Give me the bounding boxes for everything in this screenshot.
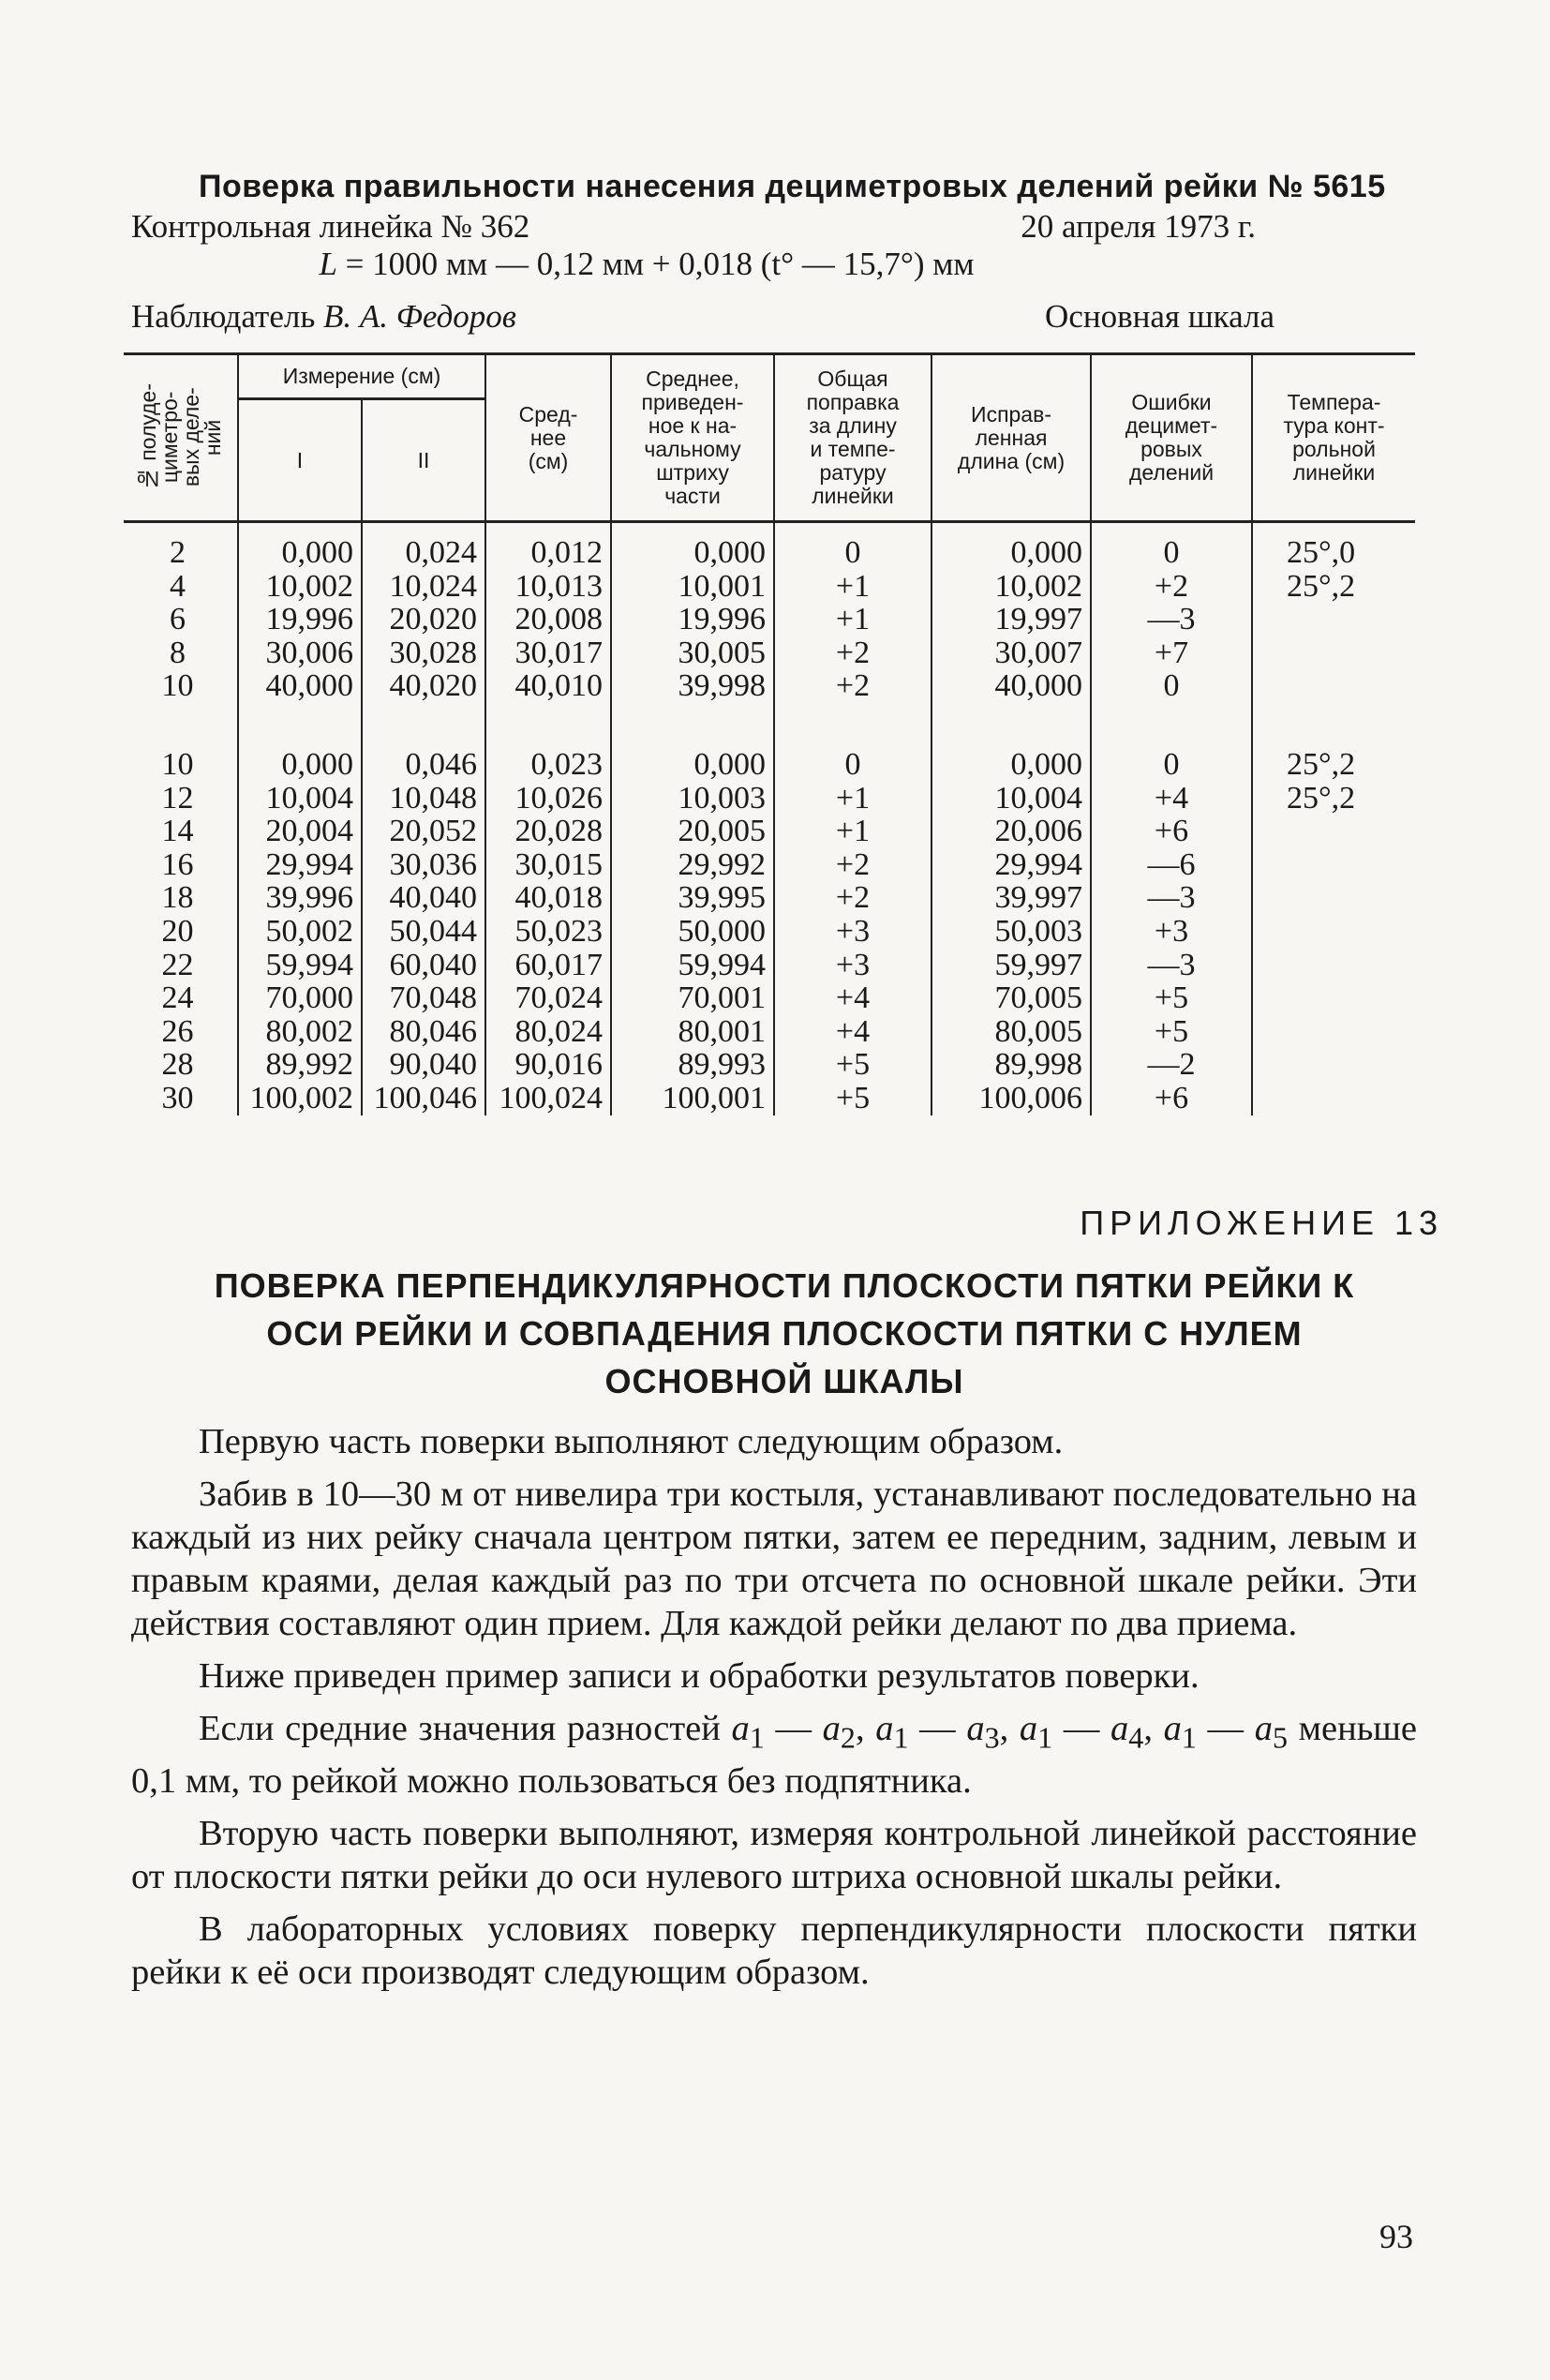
paragraph-5: Вторую часть поверки выполняют, измеряя контрольной линейкой расстояние от плоскости пятки рейки до оси нулевого штриха основной шкалы рейки. bbox=[131, 1813, 1417, 1896]
table-cell: 30,006 bbox=[238, 636, 362, 670]
paragraph-1: Первую часть поверки выполняют следующим образом. bbox=[199, 1422, 1064, 1461]
table-cell: 20,008 bbox=[485, 603, 611, 636]
table-cell: 89,992 bbox=[238, 1048, 362, 1082]
paragraph-4: Если средние значения разностей $a_1$ — $a_2$, $a_1$ — $a_3$, $a_1$ — $a_4$, $a_1$ — $a_5$ меньше 0,1 мм, то рейкой можно пользоваться без подпятника. bbox=[131, 1709, 1418, 1801]
table-cell: 0,000 bbox=[238, 735, 362, 782]
table-row bbox=[124, 735, 1415, 782]
appendix-label: ПРИЛОЖЕНИЕ 13 bbox=[1080, 1204, 1443, 1242]
table-cell: 30,017 bbox=[485, 636, 611, 670]
table-cell: 16 bbox=[124, 848, 238, 882]
table-cell: 2 bbox=[124, 522, 238, 570]
table-cell bbox=[1091, 703, 1252, 735]
table-cell bbox=[362, 703, 485, 735]
table-cell: +2 bbox=[774, 669, 931, 703]
table-cell: 20,052 bbox=[362, 815, 485, 848]
table-cell: 10,002 bbox=[931, 570, 1091, 604]
table-cell: 70,000 bbox=[238, 981, 362, 1015]
table-cell: +2 bbox=[774, 881, 931, 915]
table-cell bbox=[774, 703, 931, 735]
table-cell: 30,007 bbox=[931, 636, 1091, 670]
observer-label: Наблюдатель bbox=[131, 298, 324, 335]
table-cell: +1 bbox=[774, 570, 931, 604]
table-cell: 10,003 bbox=[611, 782, 774, 816]
group-separator bbox=[124, 703, 1415, 735]
table-cell: 10,002 bbox=[238, 570, 362, 604]
table-cell: 10,001 bbox=[611, 570, 774, 604]
table-cell: 19,996 bbox=[611, 603, 774, 636]
table-row bbox=[124, 881, 1415, 915]
table-cell: 40,018 bbox=[485, 881, 611, 915]
table-row bbox=[124, 522, 1415, 570]
table-row bbox=[124, 1082, 1415, 1115]
table-cell: —3 bbox=[1091, 881, 1252, 915]
observer bbox=[131, 298, 516, 336]
table-cell: +5 bbox=[1091, 1015, 1252, 1049]
table-row bbox=[124, 848, 1415, 882]
table-cell: 10,026 bbox=[485, 782, 611, 816]
table-cell bbox=[1252, 981, 1415, 1015]
table-cell: 12 bbox=[124, 782, 238, 816]
table-cell: +1 bbox=[774, 815, 931, 848]
table-cell: 0,023 bbox=[485, 735, 611, 782]
table-cell: —3 bbox=[1091, 949, 1252, 982]
table-row bbox=[124, 915, 1415, 949]
table-cell: 100,006 bbox=[931, 1082, 1091, 1115]
table-cell: 19,997 bbox=[931, 603, 1091, 636]
table-cell: 40,040 bbox=[362, 881, 485, 915]
table-cell: 39,996 bbox=[238, 881, 362, 915]
table-cell: 80,001 bbox=[611, 1015, 774, 1049]
table-cell: +4 bbox=[774, 981, 931, 1015]
verification-title: Поверка правильности нанесения дециметровых делений рейки № 5615 bbox=[199, 169, 1386, 204]
table-cell: +2 bbox=[774, 636, 931, 670]
table-cell: +3 bbox=[774, 915, 931, 949]
table-row bbox=[124, 636, 1415, 670]
table-cell: 10,004 bbox=[931, 782, 1091, 816]
table-cell: 28 bbox=[124, 1048, 238, 1082]
table-cell: 4 bbox=[124, 570, 238, 604]
table-cell: 18 bbox=[124, 881, 238, 915]
table-cell bbox=[1252, 703, 1415, 735]
formula-expression: = 1000 мм — 0,12 мм + 0,018 (t° — 15,7°) мм bbox=[336, 246, 975, 282]
col-header-corrected-length: Исправ- ленная длина (см) bbox=[931, 354, 1091, 522]
col-header-division-number: № полуде- циметро- вых деле- ний bbox=[124, 354, 238, 522]
table-cell: 29,994 bbox=[931, 848, 1091, 882]
table-cell: 0 bbox=[1091, 522, 1252, 570]
table-cell: 0,024 bbox=[362, 522, 485, 570]
table-cell: 39,998 bbox=[611, 669, 774, 703]
col-header-reduced-mean: Среднее, приведен- ное к на- чальному штриху части bbox=[611, 354, 774, 522]
table-cell: +5 bbox=[1091, 981, 1252, 1015]
col-header-measurement-2: II bbox=[362, 399, 485, 522]
table-cell: +3 bbox=[1091, 915, 1252, 949]
table-cell: 0,000 bbox=[238, 522, 362, 570]
table-cell bbox=[485, 703, 611, 735]
table-cell bbox=[1252, 848, 1415, 882]
table-cell: 0,000 bbox=[611, 735, 774, 782]
table-cell: —3 bbox=[1091, 603, 1252, 636]
table-cell: 25°,2 bbox=[1252, 735, 1415, 782]
table-cell: 8 bbox=[124, 636, 238, 670]
table-cell bbox=[124, 703, 238, 735]
table-cell: 40,000 bbox=[931, 669, 1091, 703]
table-cell: 30 bbox=[124, 1082, 238, 1115]
section-title: ПОВЕРКА ПЕРПЕНДИКУЛЯРНОСТИ ПЛОСКОСТИ ПЯТКИ РЕЙКИ К ОСИ РЕЙКИ И СОВПАДЕНИЯ ПЛОСКОСТИ ПЯТКИ С НУЛЕМ ОСНОВНОЙ ШКАЛЫ bbox=[214, 1266, 1355, 1400]
table-cell: 30,015 bbox=[485, 848, 611, 882]
body-text bbox=[131, 1420, 1417, 2003]
col-header-measurement: Измерение (см) bbox=[238, 354, 485, 399]
table-cell: 0 bbox=[1091, 669, 1252, 703]
scale-label: Основная шкала bbox=[1045, 298, 1274, 335]
table-row bbox=[124, 1015, 1415, 1049]
table-cell: 20,004 bbox=[238, 815, 362, 848]
table-cell: 39,997 bbox=[931, 881, 1091, 915]
table-cell: 70,001 bbox=[611, 981, 774, 1015]
table-cell: 59,994 bbox=[238, 949, 362, 982]
table-cell bbox=[1252, 1048, 1415, 1082]
table-cell: 30,036 bbox=[362, 848, 485, 882]
table-cell: 19,996 bbox=[238, 603, 362, 636]
table-row bbox=[124, 1048, 1415, 1082]
table-cell bbox=[1252, 915, 1415, 949]
table-cell: 40,000 bbox=[238, 669, 362, 703]
table-cell: 100,002 bbox=[238, 1082, 362, 1115]
table-cell: 29,992 bbox=[611, 848, 774, 882]
table-cell: 59,994 bbox=[611, 949, 774, 982]
table-cell: 25°,0 bbox=[1252, 522, 1415, 570]
table-row bbox=[124, 981, 1415, 1015]
table-cell bbox=[238, 703, 362, 735]
observer-name: В. А. Федоров bbox=[323, 298, 516, 335]
table-cell: 90,040 bbox=[362, 1048, 485, 1082]
table-cell: 39,995 bbox=[611, 881, 774, 915]
table-cell: 50,000 bbox=[611, 915, 774, 949]
table-cell bbox=[1252, 1015, 1415, 1049]
observer-row bbox=[131, 298, 1274, 336]
table-cell: 0 bbox=[774, 735, 931, 782]
table-cell: 50,003 bbox=[931, 915, 1091, 949]
table-cell: 80,005 bbox=[931, 1015, 1091, 1049]
table-cell: 50,002 bbox=[238, 915, 362, 949]
date-label: 20 апреля 1973 г. bbox=[1021, 208, 1256, 245]
table-cell bbox=[1252, 881, 1415, 915]
table-cell: +6 bbox=[1091, 1082, 1252, 1115]
table-cell bbox=[1252, 815, 1415, 848]
table-cell: 22 bbox=[124, 949, 238, 982]
table-cell: 60,017 bbox=[485, 949, 611, 982]
table-cell: 30,028 bbox=[362, 636, 485, 670]
table-cell: 70,005 bbox=[931, 981, 1091, 1015]
paragraph-2: Забив в 10—30 м от нивелира три костыля, устанавливают последовательно на каждый из них рейку сначала центром пятки, затем ее передним, задним, левым и правым краями, делая каждый раз по три отсчета по основной шкале рейки. Эти действия составляют один прием. Для каждой рейки делают по два приема. bbox=[131, 1474, 1417, 1643]
table-row bbox=[124, 949, 1415, 982]
table-row bbox=[124, 669, 1415, 703]
table-cell: 10,013 bbox=[485, 570, 611, 604]
table-cell: 0 bbox=[774, 522, 931, 570]
table-cell: 100,046 bbox=[362, 1082, 485, 1115]
table-cell bbox=[611, 703, 774, 735]
table-cell: 50,023 bbox=[485, 915, 611, 949]
table-cell: 70,024 bbox=[485, 981, 611, 1015]
table-cell: 10,004 bbox=[238, 782, 362, 816]
control-ruler-label: Контрольная линейка № 362 bbox=[131, 208, 530, 245]
table-cell: —2 bbox=[1091, 1048, 1252, 1082]
table-cell: 80,046 bbox=[362, 1015, 485, 1049]
measurement-table bbox=[124, 352, 1415, 1115]
header-info-row bbox=[131, 208, 1274, 246]
table-cell: 20,005 bbox=[611, 815, 774, 848]
table-cell: 20,020 bbox=[362, 603, 485, 636]
table-cell bbox=[1252, 949, 1415, 982]
table-row bbox=[124, 570, 1415, 604]
table-cell: +1 bbox=[774, 782, 931, 816]
col-header-division-errors: Ошибки децимет- ровых делений bbox=[1091, 354, 1252, 522]
table-cell: 0,000 bbox=[931, 735, 1091, 782]
table-body bbox=[124, 522, 1415, 1115]
table-cell: 10 bbox=[124, 669, 238, 703]
table-cell: 70,048 bbox=[362, 981, 485, 1015]
table-cell: 29,994 bbox=[238, 848, 362, 882]
table-cell: +5 bbox=[774, 1082, 931, 1115]
table-cell: 30,005 bbox=[611, 636, 774, 670]
table-cell: 90,016 bbox=[485, 1048, 611, 1082]
table-cell: 0,000 bbox=[611, 522, 774, 570]
col-header-total-correction: Общая поправка за длину и темпе- ратуру линейки bbox=[774, 354, 931, 522]
table-row bbox=[124, 782, 1415, 816]
table-cell: 0,046 bbox=[362, 735, 485, 782]
table-cell bbox=[931, 703, 1091, 735]
col-header-measurement-1: I bbox=[238, 399, 362, 522]
table-cell: 0 bbox=[1091, 735, 1252, 782]
table-cell: 40,020 bbox=[362, 669, 485, 703]
col-header-mean: Сред- нее (см) bbox=[485, 354, 611, 522]
table-cell: 89,993 bbox=[611, 1048, 774, 1082]
table-cell: +1 bbox=[774, 603, 931, 636]
table-cell: 59,997 bbox=[931, 949, 1091, 982]
table-cell: 10,024 bbox=[362, 570, 485, 604]
table-cell: +6 bbox=[1091, 815, 1252, 848]
table-cell: 50,044 bbox=[362, 915, 485, 949]
table-cell: +5 bbox=[774, 1048, 931, 1082]
table-cell: 25°,2 bbox=[1252, 782, 1415, 816]
table-cell bbox=[1252, 669, 1415, 703]
table-cell: 20 bbox=[124, 915, 238, 949]
length-formula bbox=[131, 246, 1162, 283]
table-cell: —6 bbox=[1091, 848, 1252, 882]
table-cell: 14 bbox=[124, 815, 238, 848]
paragraph-3: Ниже приведен пример записи и обработки результатов поверки. bbox=[199, 1656, 1200, 1696]
table-cell: 40,010 bbox=[485, 669, 611, 703]
table-cell: +7 bbox=[1091, 636, 1252, 670]
table-cell: 100,001 bbox=[611, 1082, 774, 1115]
table-cell: 100,024 bbox=[485, 1082, 611, 1115]
table-cell: +3 bbox=[774, 949, 931, 982]
table-cell: 60,040 bbox=[362, 949, 485, 982]
table-cell: +2 bbox=[1091, 570, 1252, 604]
table-cell: 80,024 bbox=[485, 1015, 611, 1049]
table-cell: +2 bbox=[774, 848, 931, 882]
page-number: 93 bbox=[1379, 2218, 1413, 2255]
table-cell: 80,002 bbox=[238, 1015, 362, 1049]
table-cell: +4 bbox=[774, 1015, 931, 1049]
table-row bbox=[124, 815, 1415, 848]
table-cell: 0,000 bbox=[931, 522, 1091, 570]
table-cell: 24 bbox=[124, 981, 238, 1015]
table-cell: 0,012 bbox=[485, 522, 611, 570]
table-cell bbox=[1252, 603, 1415, 636]
table-cell: +4 bbox=[1091, 782, 1252, 816]
table-cell: 10 bbox=[124, 735, 238, 782]
table-cell: 10,048 bbox=[362, 782, 485, 816]
table-row bbox=[124, 603, 1415, 636]
table-cell: 89,998 bbox=[931, 1048, 1091, 1082]
col-header-temperature: Темпера- тура конт- рольной линейки bbox=[1252, 354, 1415, 522]
table-cell: 26 bbox=[124, 1015, 238, 1049]
table-cell: 6 bbox=[124, 603, 238, 636]
formula-variable: L bbox=[319, 246, 337, 282]
table-cell: 20,028 bbox=[485, 815, 611, 848]
table-cell bbox=[1252, 636, 1415, 670]
table-cell: 25°,2 bbox=[1252, 570, 1415, 604]
table-header-row bbox=[124, 354, 1415, 399]
paragraph-6: В лабораторных условиях поверку перпендикулярности плоскости пятки рейки к её оси производят следующим образом. bbox=[131, 1908, 1417, 1992]
table-cell: 20,006 bbox=[931, 815, 1091, 848]
table-cell bbox=[1252, 1082, 1415, 1115]
